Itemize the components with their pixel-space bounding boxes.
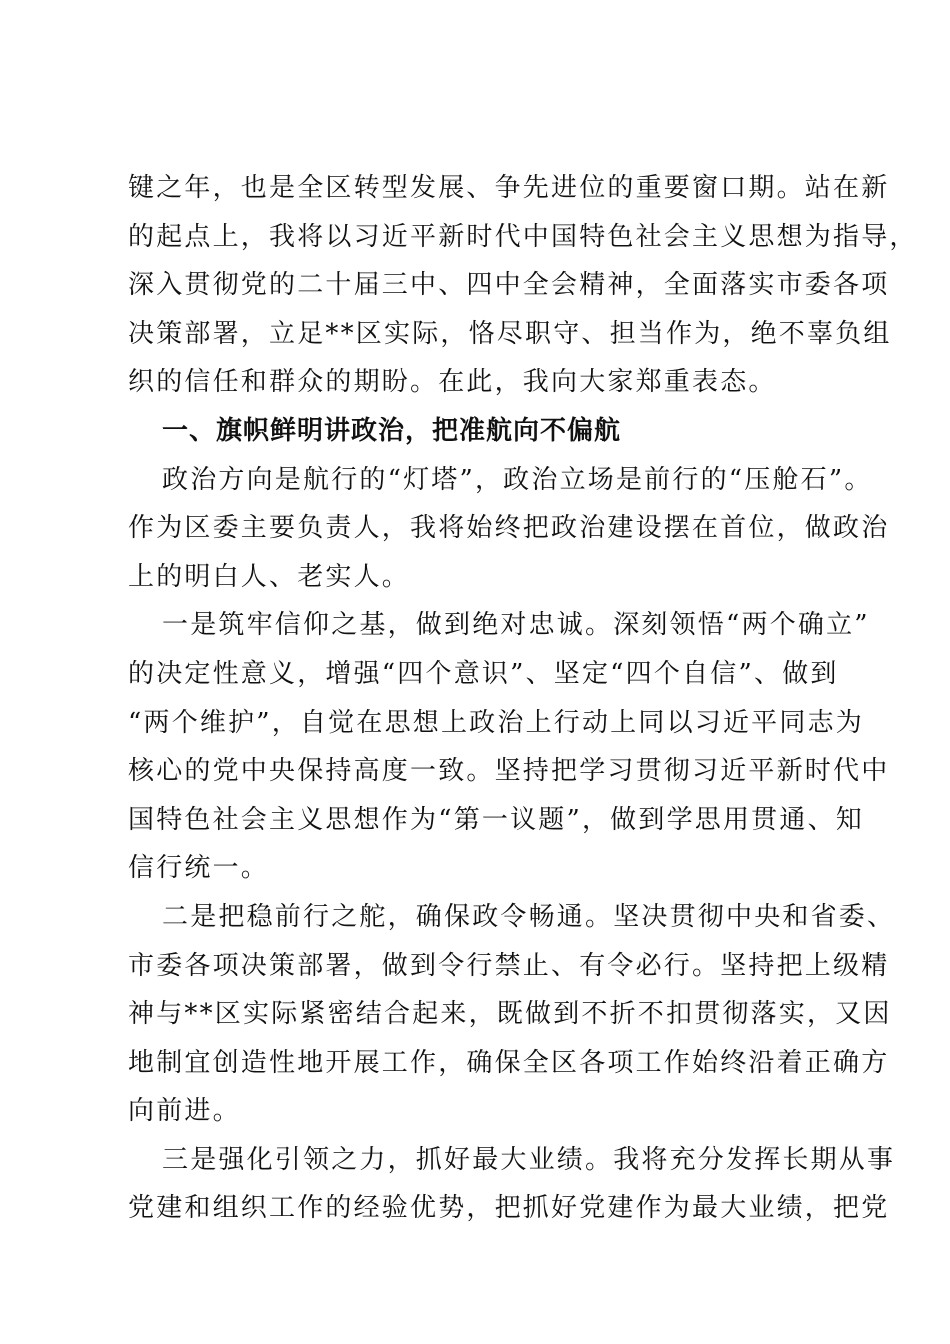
paragraph-line: 神与**区实际紧密结合起来，既做到不折不扣贯彻落实，又因 xyxy=(128,999,892,1030)
paragraph-line: 党建和组织工作的经验优势，把抓好党建作为最大业绩，把党 xyxy=(128,1193,890,1224)
paragraph-line: “两个维护”，自觉在思想上政治上行动上同以习近平同志为 xyxy=(128,707,864,738)
paragraph-line: 信行统一。 xyxy=(128,853,270,884)
paragraph-line: 深入贯彻党的二十届三中、四中全会精神，全面落实市委各项 xyxy=(128,270,890,301)
paragraph-line: 市委各项决策部署，做到令行禁止、有令必行。坚持把上级精 xyxy=(128,950,890,981)
paragraph-line: 核心的党中央保持高度一致。坚持把学习贯彻习近平新时代中 xyxy=(128,756,890,787)
paragraph-line: 国特色社会主义思想作为“第一议题”，做到学思用贯通、知 xyxy=(128,804,864,835)
paragraph-line: 向前进。 xyxy=(128,1096,241,1127)
section-heading: 一、旗帜鲜明讲政治，把准航向不偏航 xyxy=(162,415,622,446)
paragraph-line: 三是强化引领之力，抓好最大业绩。我将充分发挥长期从事 xyxy=(162,1144,896,1175)
paragraph-line: 上的明白人、老实人。 xyxy=(128,561,411,592)
paragraph-line: 的起点上，我将以习近平新时代中国特色社会主义思想为指导， xyxy=(128,221,918,252)
paragraph-line: 的决定性意义，增强“四个意识”、坚定“四个自信”、做到 xyxy=(128,658,839,689)
paragraph-line: 二是把稳前行之舵，确保政令畅通。坚决贯彻中央和省委、 xyxy=(162,901,896,932)
paragraph-line: 决策部署，立足**区实际，恪尽职守、担当作为，绝不辜负组 xyxy=(128,318,892,349)
paragraph-line: 键之年，也是全区转型发展、争先进位的重要窗口期。站在新 xyxy=(128,173,890,203)
paragraph-line: 地制宜创造性地开展工作，确保全区各项工作始终沿着正确方 xyxy=(128,1047,890,1078)
paragraph-line: 政治方向是航行的“灯塔”，政治立场是前行的“压舱石”。 xyxy=(162,464,873,495)
paragraph-line: 作为区委主要负责人，我将始终把政治建设摆在首位，做政治 xyxy=(128,513,890,544)
document-body xyxy=(128,164,918,1233)
paragraph-line: 织的信任和群众的期盼。在此，我向大家郑重表态。 xyxy=(128,367,777,398)
paragraph-line: 一是筑牢信仰之基，做到绝对忠诚。深刻领悟“两个确立” xyxy=(162,610,870,641)
